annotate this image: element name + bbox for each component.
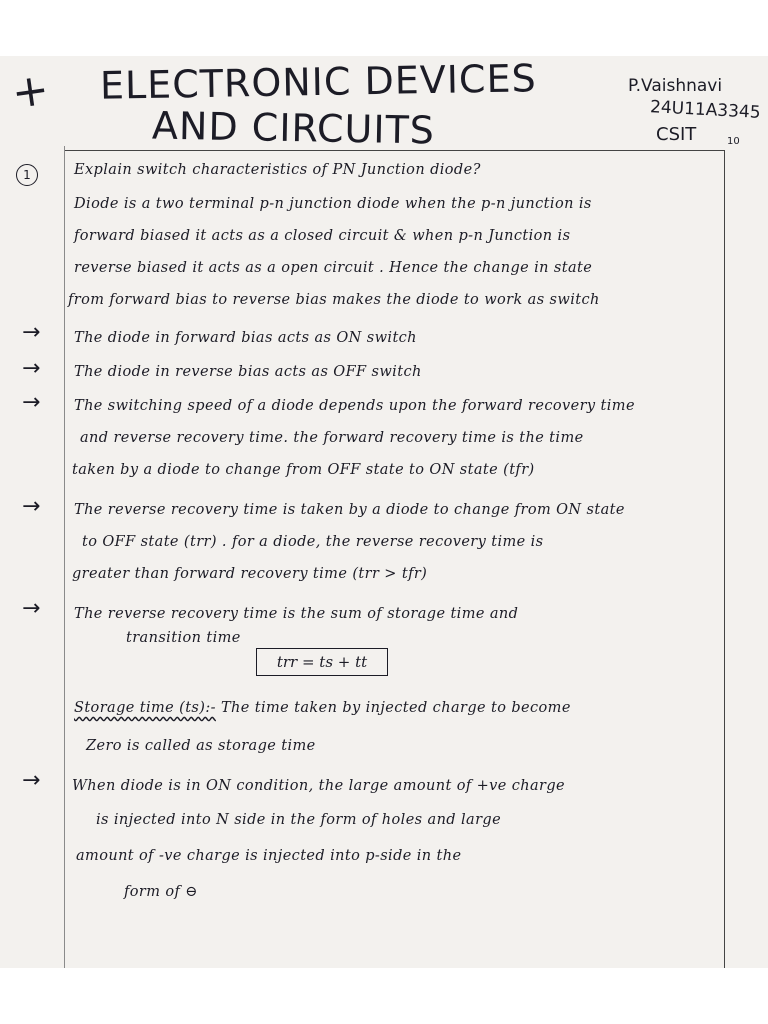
notebook-page [0,56,768,968]
page-title-line1: ELECTRONIC DEVICES [99,56,537,108]
author-name: P.Vaishnavi [628,76,723,96]
bullet-arrow-icon: → [22,596,41,621]
corner-mark: 10 [727,136,740,147]
answer-line: reverse biased it acts as a open circuit . Hence the change in state [74,260,593,276]
answer-line: forward biased it acts as a closed circuit & when p-n Junction is [74,228,571,244]
answer-line: form of ⊖ [124,884,198,900]
storage-time-heading [74,700,571,716]
bullet-arrow-icon: → [22,320,41,345]
answer-line: greater than forward recovery time (trr > tfr) [72,566,428,582]
answer-line: Diode is a two terminal p-n junction diode when the p-n junction is [74,196,592,212]
bullet-arrow-icon: → [22,768,41,793]
bullet-arrow-icon: → [22,494,41,519]
author-department: CSIT [656,124,697,145]
answer-line: The switching speed of a diode depends upon the forward recovery time [74,398,635,414]
answer-line: to OFF state (trr) . for a diode, the reverse recovery time is [82,534,544,550]
question-text: Explain switch characteristics of PN Junction diode? [74,162,481,178]
answer-line: The reverse recovery time is taken by a diode to change from ON state [74,502,625,518]
answer-line: transition time [126,630,241,646]
plus-mark: + [8,63,53,120]
answer-line: from forward bias to reverse bias makes the diode to work as switch [68,292,600,308]
answer-line: The diode in reverse bias acts as OFF switch [74,364,422,380]
answer-line: Zero is called as storage time [86,738,316,754]
answer-line: When diode is in ON condition, the large amount of +ve charge [72,778,566,794]
page-title-line2: AND CIRCUITS [151,103,436,153]
answer-line: The reverse recovery time is the sum of storage time and [74,606,519,622]
bullet-arrow-icon: → [22,390,41,415]
answer-line: The diode in forward bias acts as ON switch [74,330,417,346]
storage-time-term: Storage time (ts):- [74,700,216,716]
answer-line: is injected into N side in the form of holes and large [96,812,502,828]
author-roll-number: 24U11A3345 [649,97,762,123]
answer-line: amount of -ve charge is injected into p-side in the [76,848,462,864]
answer-line: taken by a diode to change from OFF state to ON state (tfr) [72,462,535,478]
margin-line [64,146,65,968]
bullet-arrow-icon: → [22,356,41,381]
formula-box: trr = ts + tt [256,648,388,676]
answer-line: and reverse recovery time. the forward recovery time is the time [80,430,584,446]
question-number-badge: 1 [16,164,38,186]
storage-time-definition: The time taken by injected charge to become [220,700,571,716]
